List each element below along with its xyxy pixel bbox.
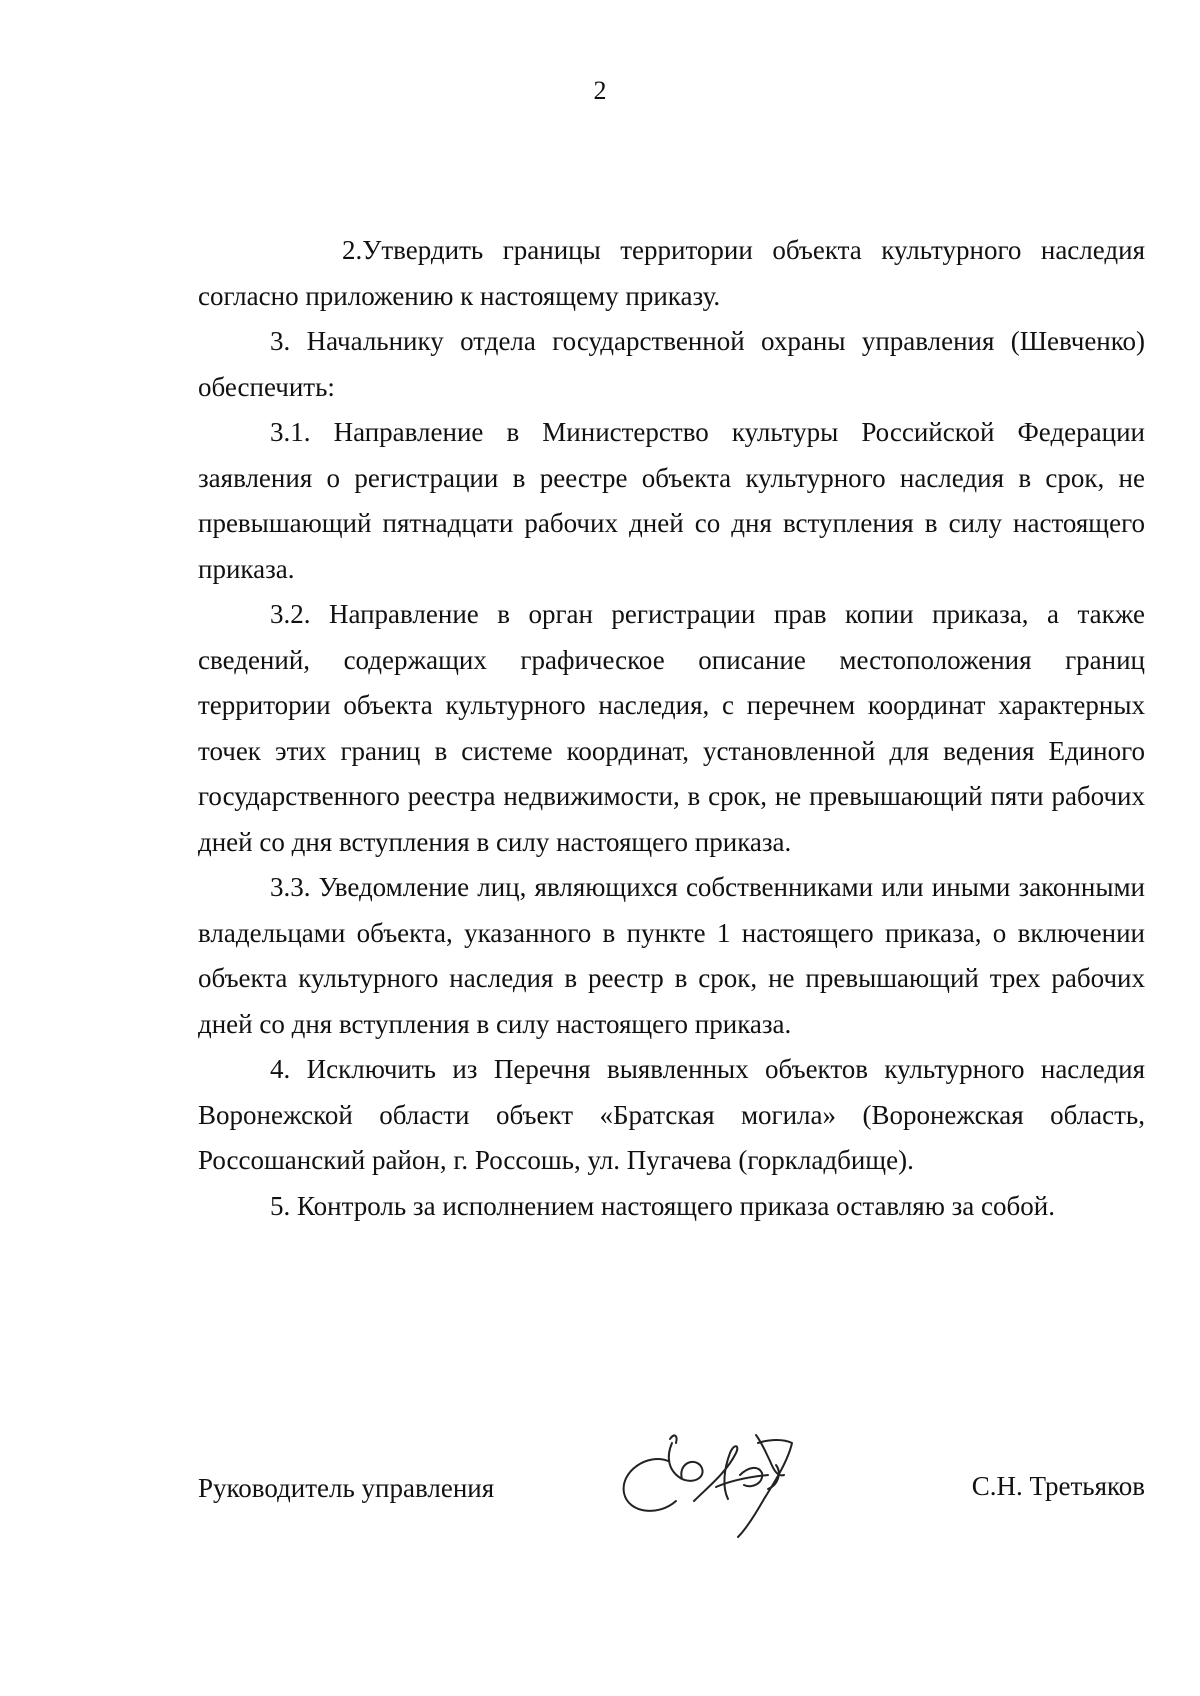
paragraph-text: 3.2. Направление в орган регистрации прав копии приказа, а также сведений, содержащих графическое описание местоположения границ территории объекта культурного наследия, с перечнем координат характерных точек этих границ в системе координат, установленной для ведения Единого государственного реестра недвижимости, в срок, не превышающий пяти рабочих дней со дня вступления в силу настоящего приказа. (198, 599, 1145, 857)
paragraph-text: 3. Начальнику отдела государственной охраны управления (Шевченко) обеспечить: (198, 326, 1145, 402)
signature-block (198, 1453, 1145, 1513)
paragraph-text: 3.1. Направление в Министерство культуры Российской Федерации заявления о регистрации в реестре объекта культурного наследия в срок, не превышающий пятнадцати рабочих дней со дня вступления в силу настоящего приказа. (198, 417, 1145, 584)
paragraph-text: Утвердить границы территории объекта культурного наследия согласно приложению к настоящему приказу. (198, 235, 1145, 311)
paragraph-text: 3.3. Уведомление лиц, являющихся собственниками или иными законными владельцами объекта, указанного в пункте 1 настоящего приказа, о включении объекта культурного наследия в реестр в срок, не превышающий трех рабочих дней со дня вступления в силу настоящего приказа. (198, 872, 1145, 1039)
paragraph-4 (198, 1047, 1145, 1184)
order-body (198, 228, 1145, 1229)
handwritten-signature (608, 1413, 808, 1543)
paragraph-3-3 (198, 865, 1145, 1047)
paragraph-5 (198, 1184, 1145, 1230)
paragraph-3-1 (198, 410, 1145, 592)
paragraph-text: 5. Контроль за исполнением настоящего приказа оставляю за собой. (270, 1190, 1055, 1221)
paragraph-3 (198, 319, 1145, 410)
paragraph-number: 2. (342, 235, 363, 265)
page-number: 2 (593, 76, 607, 105)
signatory-name: С.Н. Третьяков (971, 1471, 1145, 1501)
paragraph-2 (198, 228, 1145, 319)
paragraph-3-2 (198, 592, 1145, 865)
signatory-position: Руководитель управления (198, 1473, 495, 1503)
paragraph-text: 4. Исключить из Перечня выявленных объектов культурного наследия Воронежской области объект «Братская могила» (Воронежская область, Россошанский район, г. Россошь, ул. Пугачева (горкладбище). (198, 1054, 1145, 1175)
